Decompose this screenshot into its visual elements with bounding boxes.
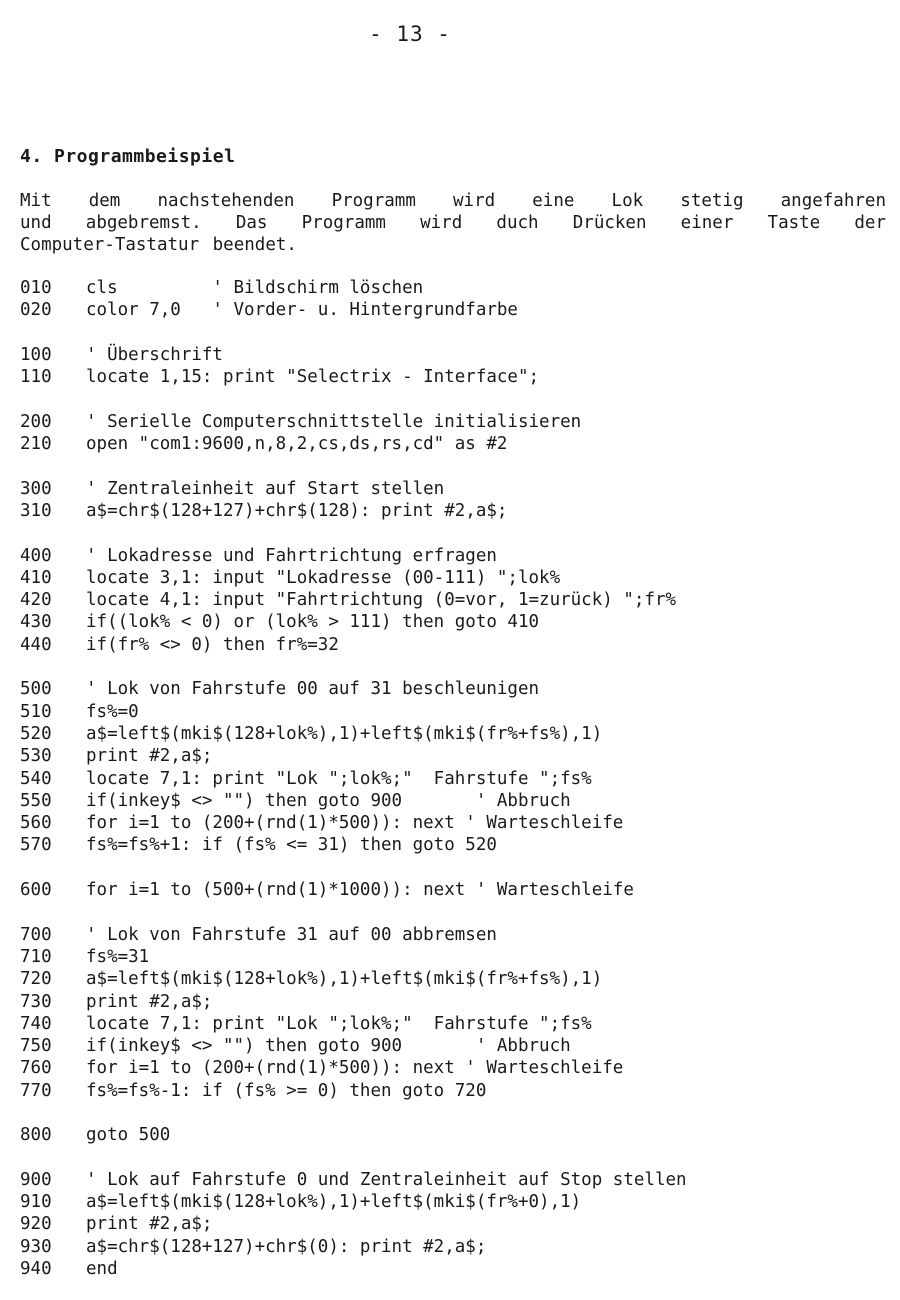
line-number: 520 (20, 723, 52, 744)
code-statement: cls ' Bildschirm löschen (86, 278, 424, 298)
code-line (20, 1124, 890, 1146)
intro-line: und abgebremst. Das Programm wird duch Drücken einer Taste der (20, 213, 886, 233)
line-number: 200 (20, 411, 52, 432)
line-number: 020 (20, 300, 52, 321)
code-line (20, 790, 890, 812)
code-statement: ' Lokadresse und Fahrtrichtung erfragen (86, 545, 497, 566)
code-statement: if(inkey$ <> "") then goto 900 ' Abbruch (86, 1036, 571, 1057)
code-line (20, 366, 890, 388)
code-line (20, 1258, 890, 1280)
code-line (20, 1213, 890, 1235)
code-line (20, 344, 890, 366)
code-statement: for i=1 to (500+(rnd(1)*1000)): next ' Warteschleife (86, 880, 634, 901)
code-line (20, 1057, 890, 1079)
code-line (20, 1035, 890, 1057)
code-statement: print #2,a$; (86, 746, 213, 767)
code-line (20, 723, 890, 745)
line-number: 700 (20, 924, 52, 945)
code-listing (20, 277, 890, 1280)
code-line (20, 411, 890, 433)
code-statement: locate 4,1: input "Fahrtrichtung (0=vor, 1=zurück) ";fr% (86, 590, 677, 611)
line-number: 710 (20, 946, 52, 967)
line-number: 420 (20, 590, 52, 611)
code-line (20, 611, 890, 633)
line-number: 410 (20, 567, 52, 588)
code-line (20, 1169, 890, 1191)
code-line (20, 879, 890, 901)
line-number: 540 (20, 768, 52, 789)
code-line (20, 946, 890, 968)
line-number: 910 (20, 1192, 52, 1213)
code-line (20, 745, 890, 767)
code-line (20, 500, 890, 522)
line-number: 430 (20, 612, 52, 633)
line-number: 300 (20, 478, 52, 499)
code-statement: locate 7,1: print "Lok ";lok%;" Fahrstufe ";fs% (86, 768, 592, 789)
code-statement: print #2,a$; (86, 991, 213, 1012)
code-statement: fs%=0 (86, 701, 139, 722)
code-statement: locate 7,1: print "Lok ";lok%;" Fahrstufe ";fs% (86, 1013, 592, 1034)
code-statement: open "com1:9600,n,8,2,cs,ds,rs,cd" as #2 (86, 434, 508, 455)
line-number: 600 (20, 880, 52, 901)
code-statement: ' Lok auf Fahrstufe 0 und Zentraleinheit auf Stop stellen (86, 1169, 687, 1190)
code-statement: locate 3,1: input "Lokadresse (00-111) ";lok% (86, 567, 561, 588)
line-number: 900 (20, 1169, 52, 1190)
code-statement: fs%=fs%+1: if (fs% <= 31) then goto 520 (86, 835, 497, 856)
code-line (20, 545, 890, 567)
code-statement: a$=chr$(128+127)+chr$(0): print #2,a$; (86, 1236, 487, 1257)
code-line (20, 1013, 890, 1035)
code-line (20, 834, 890, 856)
section-heading: 4. Programmbeispiel (20, 146, 236, 167)
code-line (20, 634, 890, 656)
line-number: 010 (20, 278, 52, 298)
line-number: 310 (20, 500, 52, 521)
line-number: 500 (20, 679, 52, 700)
code-statement: if(fr% <> 0) then fr%=32 (86, 634, 339, 655)
code-statement: for i=1 to (200+(rnd(1)*500)): next ' Warteschleife (86, 813, 624, 834)
code-statement: for i=1 to (200+(rnd(1)*500)): next ' Warteschleife (86, 1058, 624, 1079)
line-number: 800 (20, 1125, 52, 1146)
code-statement: goto 500 (86, 1125, 171, 1146)
code-statement: ' Serielle Computerschnittstelle initialisieren (86, 411, 582, 432)
code-line (20, 433, 890, 455)
code-statement: a$=left$(mki$(128+lok%),1)+left$(mki$(fr%+fs%),1) (86, 969, 603, 990)
code-statement: locate 1,15: print "Selectrix - Interface"; (86, 367, 540, 388)
line-number: 760 (20, 1058, 52, 1079)
code-statement: a$=left$(mki$(128+lok%),1)+left$(mki$(fr%+0),1) (86, 1192, 582, 1213)
code-statement: ' Zentraleinheit auf Start stellen (86, 478, 445, 499)
code-statement: end (86, 1259, 118, 1280)
code-line (20, 589, 890, 611)
intro-paragraph (20, 190, 886, 256)
code-line (20, 678, 890, 700)
line-number: 770 (20, 1080, 52, 1101)
code-statement: print #2,a$; (86, 1214, 213, 1235)
code-line (20, 567, 890, 589)
code-line (20, 277, 890, 299)
code-line (20, 1191, 890, 1213)
code-line (20, 1080, 890, 1102)
code-line (20, 478, 890, 500)
line-number: 110 (20, 367, 52, 388)
code-line (20, 991, 890, 1013)
code-statement: a$=left$(mki$(128+lok%),1)+left$(mki$(fr%+fs%),1) (86, 723, 603, 744)
line-number: 550 (20, 790, 52, 811)
code-line (20, 812, 890, 834)
line-number: 510 (20, 701, 52, 722)
line-number: 530 (20, 746, 52, 767)
line-number: 940 (20, 1259, 52, 1280)
line-number: 920 (20, 1214, 52, 1235)
line-number: 400 (20, 545, 52, 566)
page-number: - 13 - (369, 22, 451, 46)
line-number: 440 (20, 634, 52, 655)
code-statement: color 7,0 ' Vorder- u. Hintergrundfarbe (86, 300, 518, 321)
code-line (20, 1236, 890, 1258)
line-number: 720 (20, 969, 52, 990)
line-number: 930 (20, 1236, 52, 1257)
code-line (20, 924, 890, 946)
code-statement: ' Lok von Fahrstufe 31 auf 00 abbremsen (86, 924, 497, 945)
code-statement: if((lok% < 0) or (lok% > 111) then goto 410 (86, 612, 540, 633)
line-number: 750 (20, 1036, 52, 1057)
line-number: 560 (20, 813, 52, 834)
intro-line: Computer-Tastatur beendet. (20, 235, 297, 255)
code-statement: ' Lok von Fahrstufe 00 auf 31 beschleunigen (86, 679, 540, 700)
intro-line: Mit dem nachstehenden Programm wird eine Lok stetig angefahren (20, 191, 886, 211)
code-statement: ' Überschrift (86, 344, 223, 365)
code-statement: if(inkey$ <> "") then goto 900 ' Abbruch (86, 790, 571, 811)
code-line (20, 701, 890, 723)
code-statement: fs%=fs%-1: if (fs% >= 0) then goto 720 (86, 1080, 487, 1101)
line-number: 570 (20, 835, 52, 856)
line-number: 210 (20, 434, 52, 455)
code-line (20, 768, 890, 790)
code-statement: a$=chr$(128+127)+chr$(128): print #2,a$; (86, 500, 508, 521)
code-statement: fs%=31 (86, 946, 150, 967)
code-line (20, 968, 890, 990)
line-number: 100 (20, 344, 52, 365)
code-line (20, 299, 890, 321)
line-number: 740 (20, 1013, 52, 1034)
line-number: 730 (20, 991, 52, 1012)
